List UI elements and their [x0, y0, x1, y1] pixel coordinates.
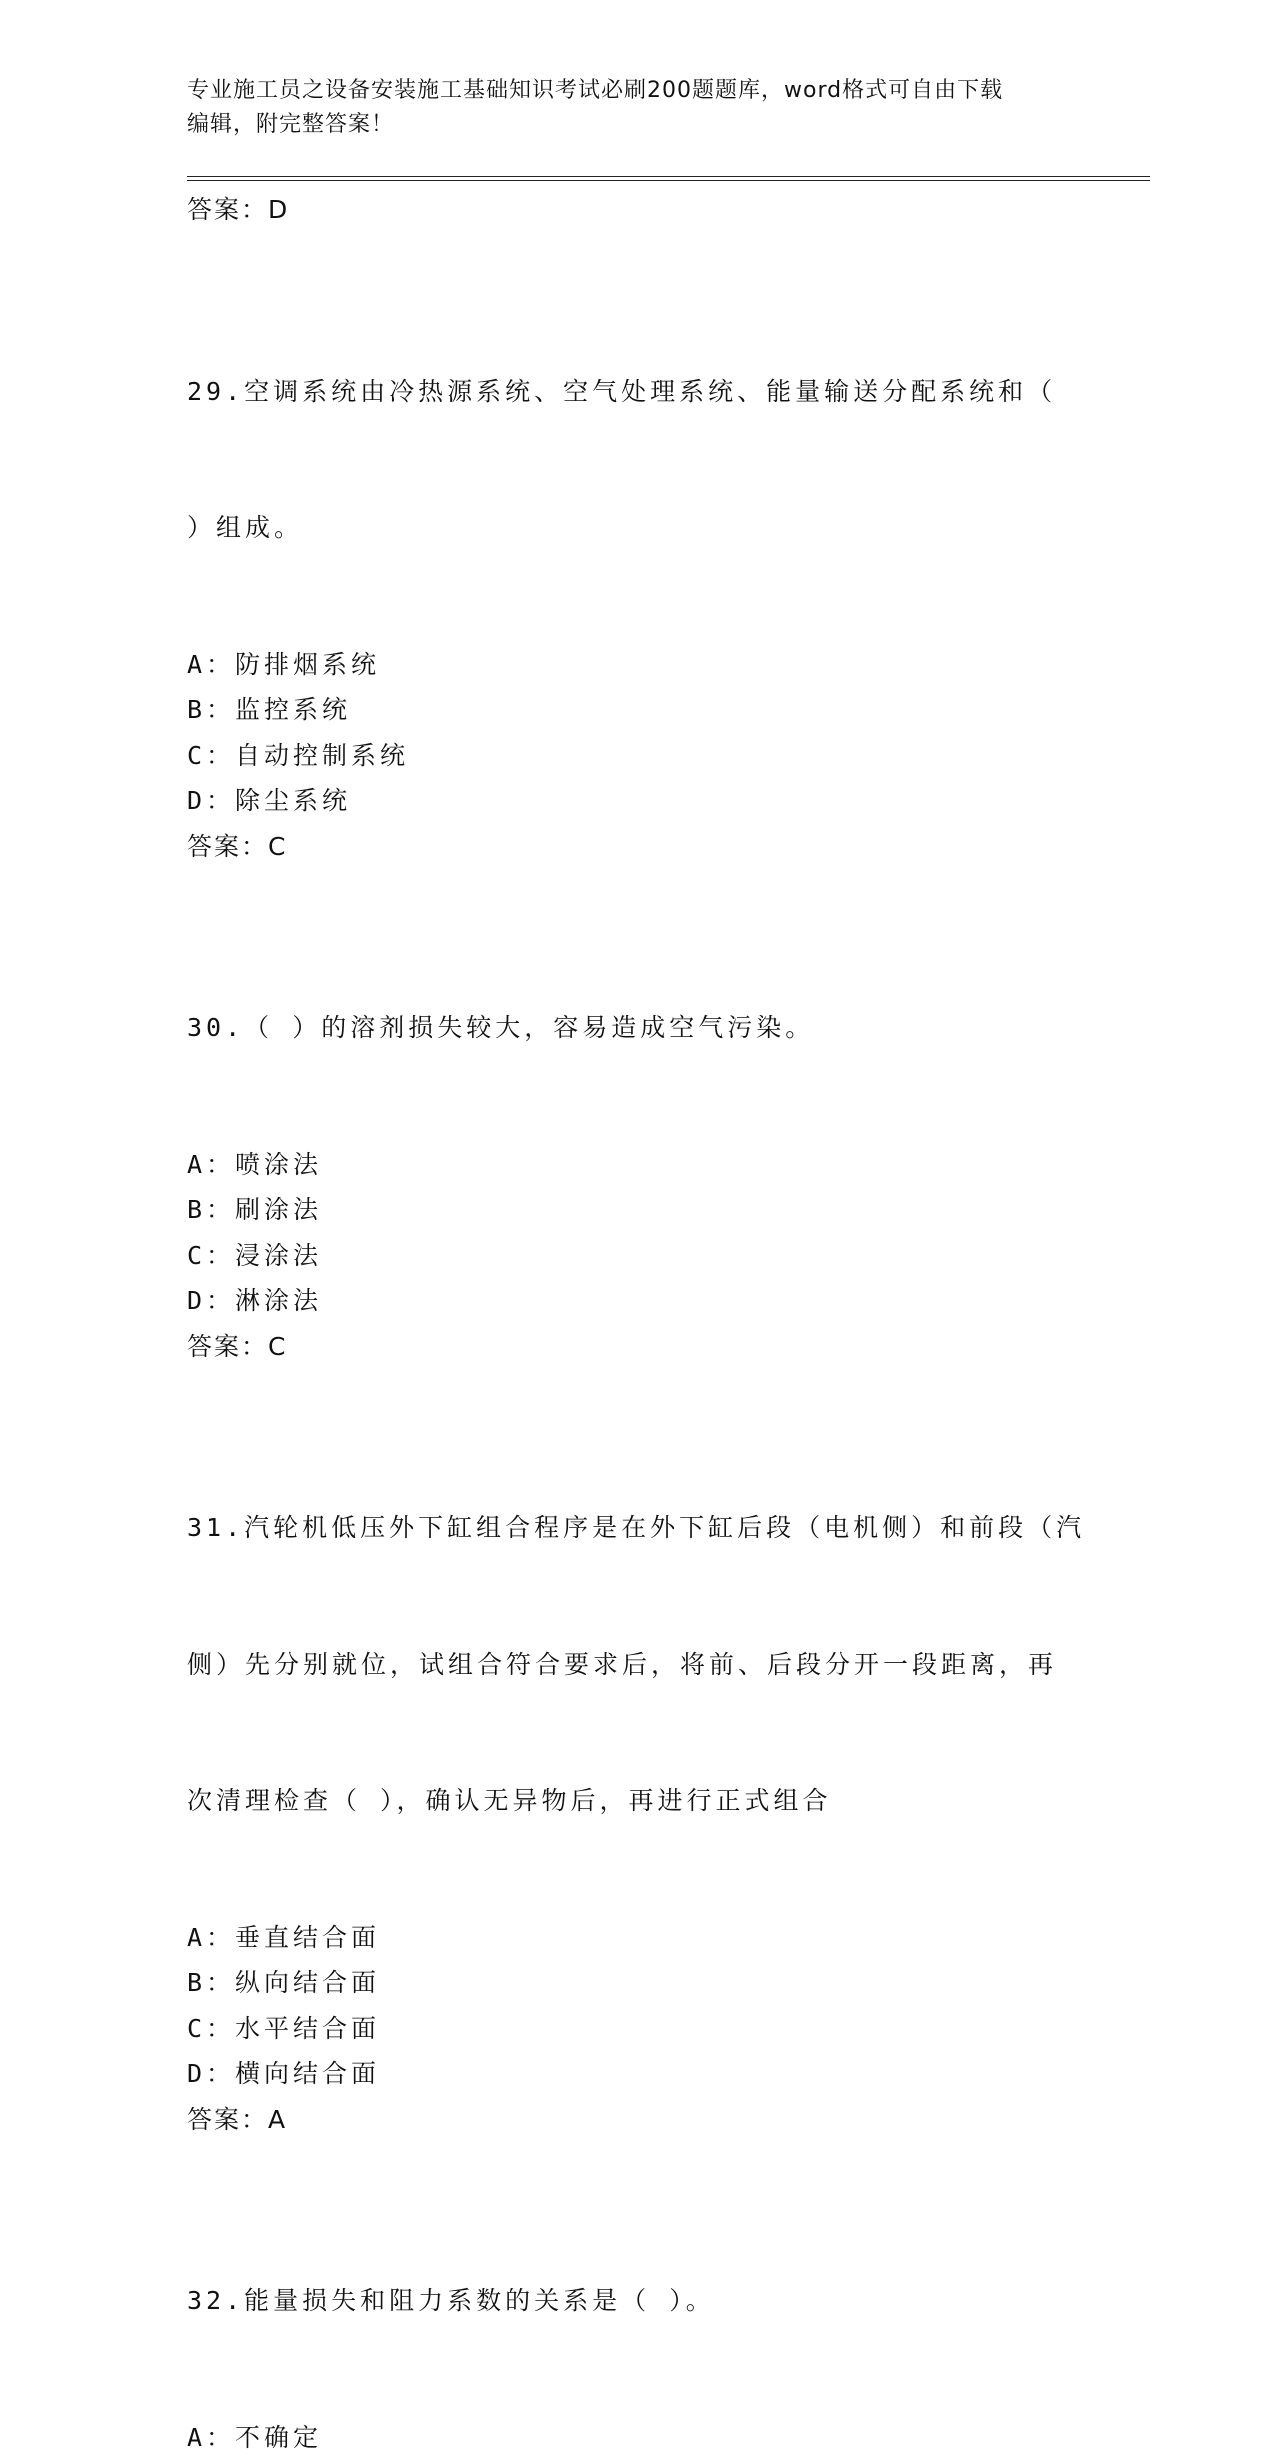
option-d: D：淋涂法 [187, 1278, 1107, 1324]
option-b: B：刷涂法 [187, 1187, 1107, 1233]
question-29 [187, 278, 1107, 870]
option-c: C：浸涂法 [187, 1233, 1107, 1279]
option-a: A：防排烟系统 [187, 642, 1107, 688]
question-stem-line: 32.能量损失和阻力系数的关系是（ ）。 [187, 2278, 1107, 2324]
question-stem [187, 278, 1107, 642]
question-stem-line: ）组成。 [187, 505, 1107, 551]
option-a: A：垂直结合面 [187, 1915, 1107, 1961]
question-stem-line: 29.空调系统由冷热源系统、空气处理系统、能量输送分配系统和（ [187, 369, 1107, 415]
question-stem-line: 侧）先分别就位，试组合符合要求后，将前、后段分开一段距离，再 [187, 1642, 1107, 1688]
header-divider [187, 176, 1150, 181]
question-30 [187, 914, 1107, 1369]
option-d: D：横向结合面 [187, 2051, 1107, 2097]
page-header [187, 74, 1087, 142]
question-content [187, 187, 1107, 2460]
option-c: C：自动控制系统 [187, 733, 1107, 779]
answer: 答案：A [187, 2097, 1107, 2143]
question-stem [187, 2187, 1107, 2415]
question-stem [187, 1414, 1107, 1915]
answer: 答案：C [187, 824, 1107, 870]
answer: 答案：C [187, 1324, 1107, 1370]
option-a: A：喷涂法 [187, 1142, 1107, 1188]
question-stem-line: 次清理检查（ ），确认无异物后，再进行正式组合 [187, 1778, 1107, 1824]
question-stem [187, 914, 1107, 1142]
question-31 [187, 1414, 1107, 2142]
option-c: C：水平结合面 [187, 2006, 1107, 2052]
question-stem-line: 30.（ ）的溶剂损失较大，容易造成空气污染。 [187, 1005, 1107, 1051]
question-32 [187, 2187, 1107, 2460]
header-line-2: 编辑，附完整答案！ [187, 108, 1087, 142]
option-b: B：纵向结合面 [187, 1960, 1107, 2006]
previous-answer: 答案：D [187, 187, 1107, 233]
option-a: A：不确定 [187, 2415, 1107, 2460]
header-line-1: 专业施工员之设备安装施工基础知识考试必刷200题题库，word格式可自由下载 [187, 74, 1087, 108]
option-b: B：监控系统 [187, 687, 1107, 733]
option-d: D：除尘系统 [187, 778, 1107, 824]
question-stem-line: 31.汽轮机低压外下缸组合程序是在外下缸后段（电机侧）和前段（汽 [187, 1505, 1107, 1551]
